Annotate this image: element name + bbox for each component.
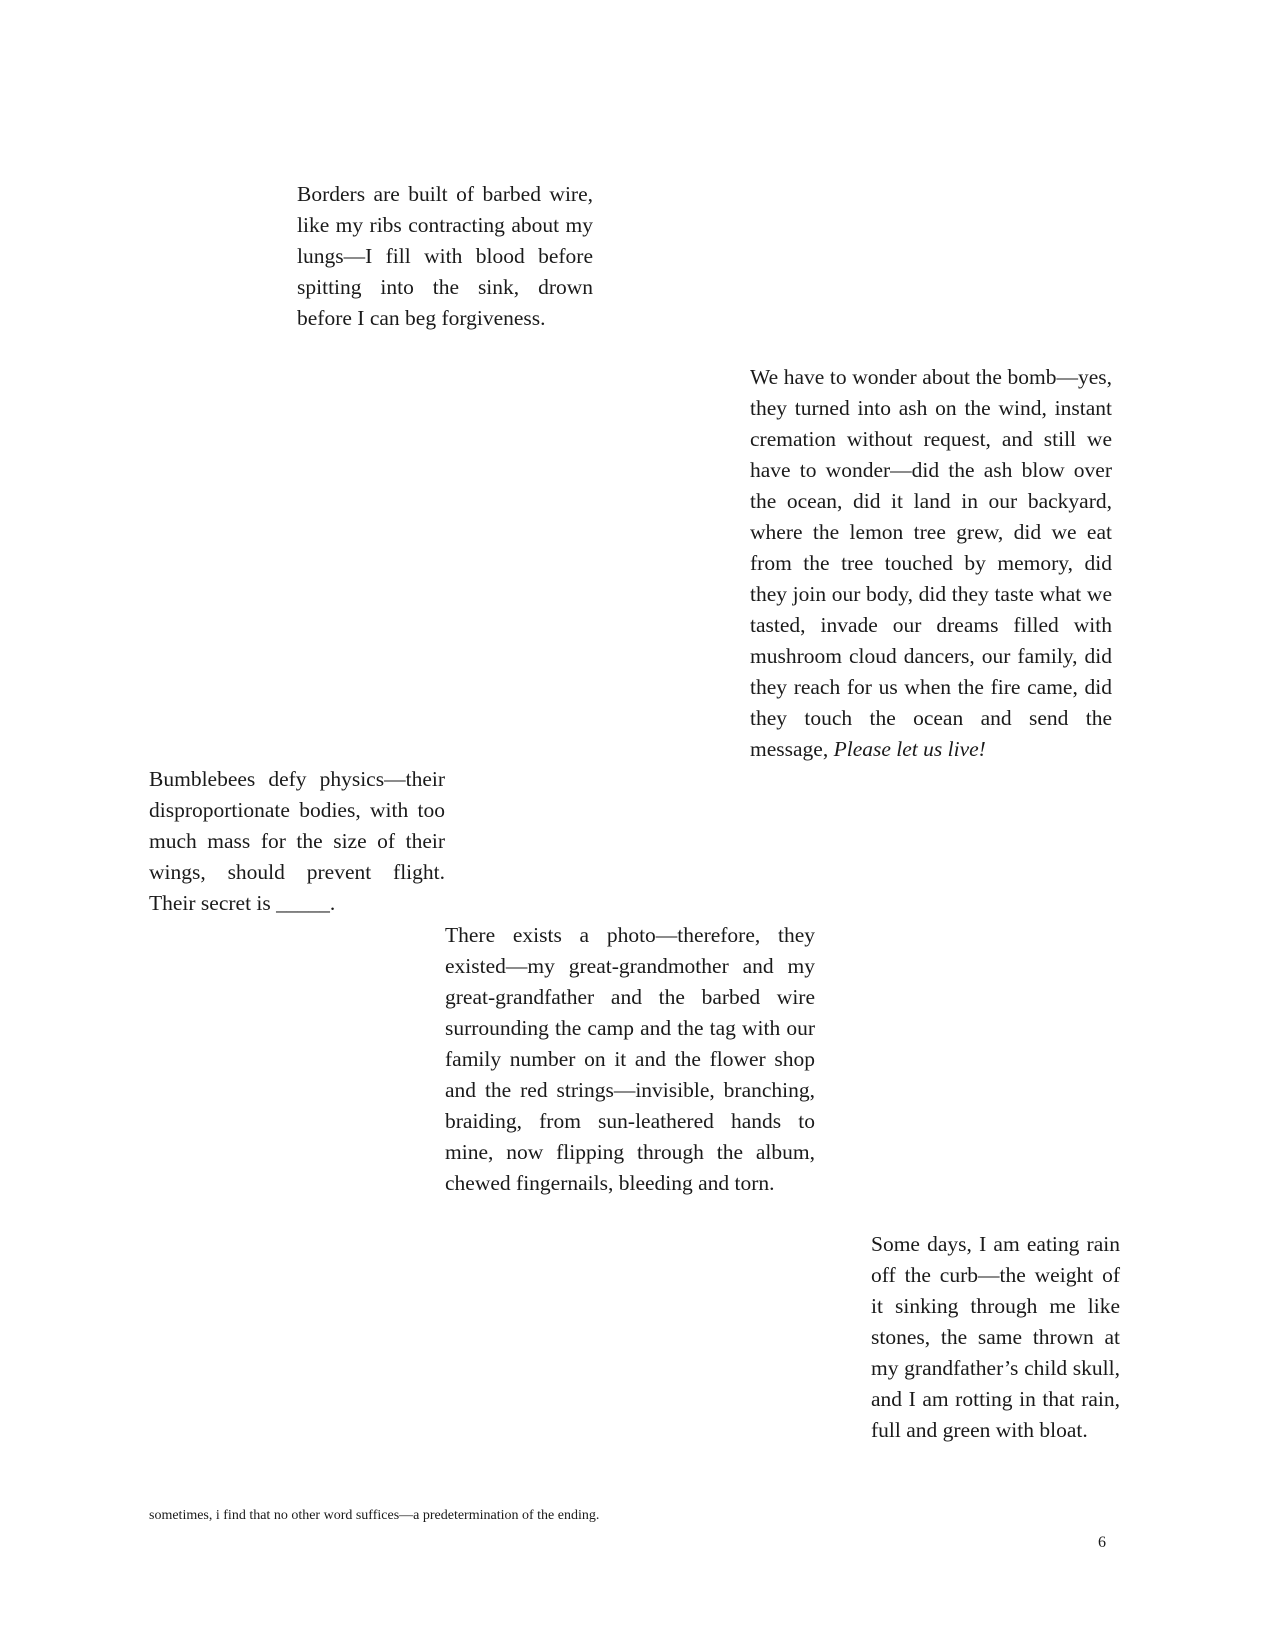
prose-block-rain bbox=[871, 1229, 1120, 1446]
prose-block-photo bbox=[445, 920, 815, 1199]
prose-text: There exists a photo—therefore, they existed—my great-grandmother and my great-grandfather and the barbed wire surrounding the camp and the tag with our family number on it and the flower shop and the red strings—invisible, branching, braiding, from sun-leathered hands to mine, now flipping through the album, chewed fingernails, bleeding and torn. bbox=[445, 923, 815, 1195]
footnote: sometimes, i find that no other word suffices—a predetermination of the ending. bbox=[149, 1508, 600, 1523]
prose-text: We have to wonder about the bomb—yes, they turned into ash on the wind, instant cremation without request, and still we have to wonder—did the ash blow over the ocean, did it land in our backyard, where the lemon tree grew, did we eat from the tree touched by memory, did they join our body, did they taste what we tasted, invade our dreams filled with mushroom cloud dancers, our family, did they reach for us when the fire came, did they touch the ocean and send the message, bbox=[750, 365, 1112, 761]
prose-italic-text: Please let us live! bbox=[833, 737, 986, 761]
prose-text: Some days, I am eating rain off the curb—the weight of it sinking through me like stones, the same thrown at my grandfather’s child skull, and I am rotting in that rain, full and green with bloat. bbox=[871, 1232, 1120, 1442]
prose-block-barbed-wire bbox=[297, 179, 593, 334]
prose-block-bomb bbox=[750, 362, 1112, 765]
page-number: 6 bbox=[1098, 1534, 1106, 1551]
prose-text: Borders are built of barbed wire, like my ribs contracting about my lungs—I fill with blood before spitting into the sink, drown before I can beg forgiveness. bbox=[297, 182, 593, 330]
prose-text: Bumblebees defy physics—their disproportionate bodies, with too much mass for the size of their wings, should prevent flight. Their secret is _____. bbox=[149, 767, 445, 915]
prose-block-bumblebees bbox=[149, 764, 445, 919]
